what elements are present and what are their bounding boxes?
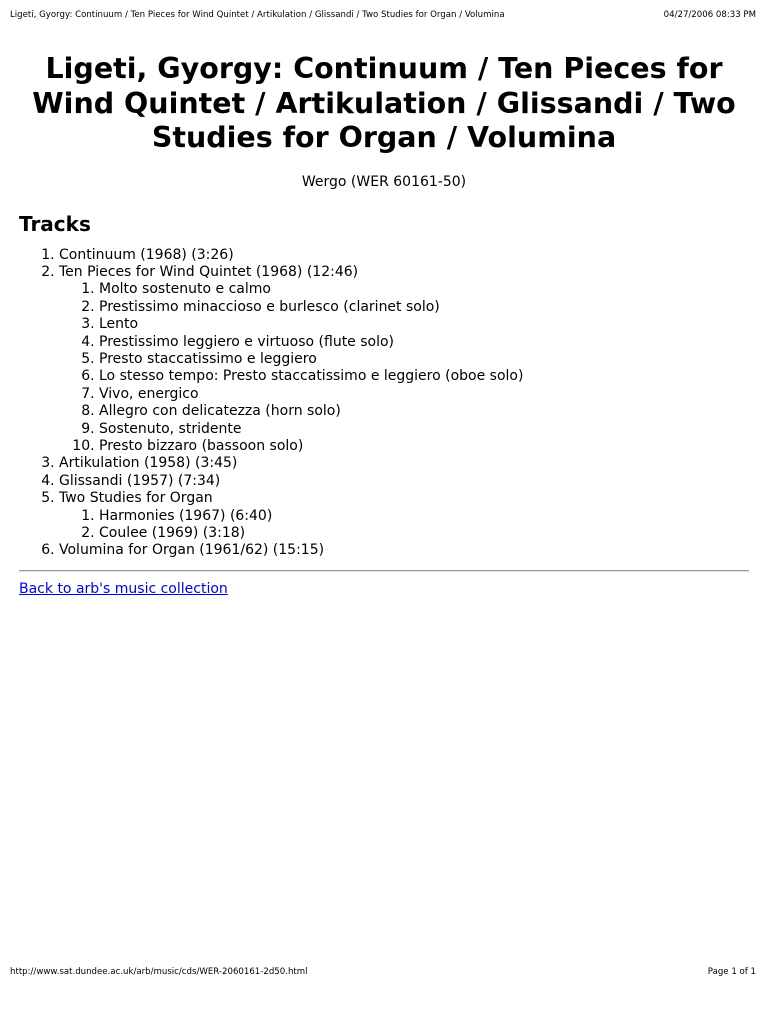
track-list (19, 247, 749, 560)
print-header (10, 10, 756, 24)
print-footer-page-count: Page 1 of 1 (707, 967, 756, 977)
movement-item: 2. Coulee (1969) (3:18) (99, 525, 749, 542)
track-label: Two Studies for Organ (59, 490, 213, 507)
track-item (59, 490, 749, 542)
page-content (19, 52, 749, 598)
track-label: Volumina for Organ (1961/62) (15:15) (59, 542, 325, 559)
tracks-heading: Tracks (19, 211, 91, 236)
movement-item: 1. Harmonies (1967) (6:40) (99, 508, 749, 525)
track-item (59, 264, 749, 455)
movement-list (59, 281, 749, 455)
record-label: Wergo (WER 60161-50) (301, 173, 467, 190)
movement-item: 3. Lento (99, 316, 749, 333)
track-label: Artikulation (1958) (3:45) (59, 455, 238, 472)
track-label: Ten Pieces for Wind Quintet (1968) (12:46) (59, 263, 359, 280)
track-label: Glissandi (1957) (7:34) (59, 472, 221, 489)
movement-item: 5. Presto staccatissimo e leggiero (99, 351, 749, 368)
movement-item: 7. Vivo, energico (99, 386, 749, 403)
movement-item: 10. Presto bizzaro (bassoon solo) (99, 438, 749, 455)
print-header-datetime: 04/27/2006 08:33 PM (663, 10, 756, 20)
track-item (59, 542, 749, 559)
back-to-collection-link[interactable]: Back to arb's music collection (19, 580, 228, 597)
track-label: Continuum (1968) (3:26) (59, 246, 234, 263)
movement-item: 1. Molto sostenuto e calmo (99, 281, 749, 298)
movement-item: 8. Allegro con delicatezza (horn solo) (99, 403, 749, 420)
movement-item: 4. Prestissimo leggiero e virtuoso (flute solo) (99, 334, 749, 351)
movement-item: 9. Sostenuto, stridente (99, 421, 749, 438)
movement-list (59, 508, 749, 543)
divider (19, 570, 749, 572)
page-title: Ligeti, Gyorgy: Continuum / Ten Pieces for Wind Quintet / Artikulation / Glissandi / Two Studies for Organ / Volumina (32, 52, 736, 154)
movement-item: 6. Lo stesso tempo: Presto staccatissimo e leggiero (oboe solo) (99, 368, 749, 385)
print-footer-url: http://www.sat.dundee.ac.uk/arb/music/cds/WER-2060161-2d50.html (10, 967, 308, 977)
track-item (59, 247, 749, 264)
print-header-title: Ligeti, Gyorgy: Continuum / Ten Pieces for Wind Quintet / Artikulation / Glissandi / Two Studies for Organ / Volumina (10, 10, 505, 20)
print-footer (10, 967, 756, 981)
track-item (59, 455, 749, 472)
track-item (59, 473, 749, 490)
movement-item: 2. Prestissimo minaccioso e burlesco (clarinet solo) (99, 299, 749, 316)
